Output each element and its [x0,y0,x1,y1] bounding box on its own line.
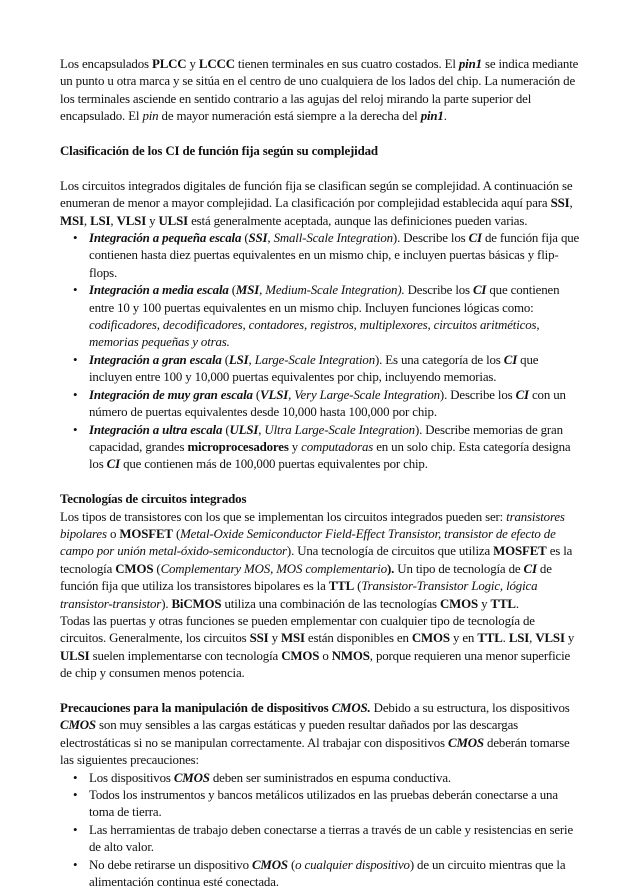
paragraph-clasificacion: Los circuitos integrados digitales de función fija se clasifican según se complejidad. A continuación se enumeran de menor a mayor complejidad. La clasificación por complejidad establecida aquí para SSI, MSI, LSI, VLSI y ULSI está generalmente aceptada, aunque las definiciones pueden varias. [60,178,573,228]
list-item-retirar: • No debe retirarse un dispositivo CMOS (o cualquier dispositivo) de un circuito mientras que la alimentación continua esté conectada. [60,857,580,891]
list-item-herramientas: • Las herramientas de trabajo deben conectarse a tierras a través de un cable y resistencias en serie de alto valor. [60,822,580,857]
list-item-msi: • Integración a media escala (MSI, Medium-Scale Integration). Describe los CI que contienen entre 10 y 100 puertas equivalentes en un mismo chip. Incluyen funciones lógicas como: codificadores, decodificadores, contadores, registros, multiplexores, circuitos aritméticos, memorias pequeñas y otras. [60,282,580,352]
list-item-lsi: • Integración a gran escala (LSI, Large-Scale Integration). Es una categoría de los CI que incluyen entre 100 y 10,000 puertas equivalentes por chip, incluyendo memorias. [60,352,580,387]
list-item-vlsi: • Integración de muy gran escala (VLSI, Very Large-Scale Integration). Describe los CI con un número de puertas equivalentes desde 10,000 hasta 100,000 por chip. [60,387,580,422]
paragraph-implementacion: Todas las puertas y otras funciones se pueden emplementar con cualquier tipo de tecnología de circuitos. Generalmente, los circuitos SSI y MSI están disponibles en CMOS y en TTL. LSI, VLSI y ULSI suelen implementarse con tecnología CMOS o NMOS, porque requieren una menor superficie de chip y consumen menos potencia. [60,613,575,681]
paragraph-plcc-lccc: Los encapsulados PLCC y LCCC tienen terminales en sus cuatro costados. El pin1 se indica mediante un punto u otra marca y se sitúa en el centro de uno cualquiera de los lados del chip. La numeración de los terminales asciende en sentido contrario a las agujas del reloj mirando la parte superior del encapsulado. El pin de mayor numeración está siempre a la derecha del pin1. [60,57,579,124]
heading-tecnologias: Tecnologías de circuitos integrados [60,492,247,507]
list-item-instrumentos: • Todos los instrumentos y bancos metálicos utilizados en las pruebas deberán conectarse a una toma de tierra. [60,787,580,822]
paragraph-tecnologias: Los tipos de transistores con los que se implementan los circuitos integrados pueden ser: transistores bipolares o MOSFET (Metal-Oxide Semiconductor Field-Effect Transistor, transistor de efecto de campo por unión metal-óxido-semiconductor). Una tecnología de circuitos que utiliza MOSFET es la tecnología CMOS (Complementary MOS, MOS complementario). Un tipo de tecnología de CI de función fija que utiliza los transistores bipolares es la TTL (Transistor-Transistor Logic, lógica transistor-transistor). BiCMOS utiliza una combinación de las tecnologías CMOS y TTL. [60,509,573,611]
heading-clasificacion: Clasificación de los CI de función fija según su complejidad [60,144,378,159]
list-item-ssi: • Integración a pequeña escala (SSI, Small-Scale Integration). Describe los CI de función fija que contienen hasta diez puertas equivalentes en un mismo chip, e incluyen puertas básicas y flip-flops. [60,230,580,282]
precautions-list [60,770,580,891]
list-item-ulsi: • Integración a ultra escala (ULSI, Ultra Large-Scale Integration). Describe memorias de gran capacidad, grandes microprocesadores y computadoras en un solo chip. Esta categoría designa los CI que contienen más de 100,000 puertas equivalentes por chip. [60,422,580,474]
document-page [60,56,580,891]
list-item-espuma: • Los dispositivos CMOS deben ser suministrados en espuma conductiva. [60,770,580,787]
complexity-list [60,230,580,474]
paragraph-precauciones: Precauciones para la manipulación de dispositivos CMOS. Debido a su estructura, los dispositivos CMOS son muy sensibles a las cargas estáticas y pueden resultar dañados por las descargas electrostáticas si no se manipulan correctamente. Al trabajar con dispositivos CMOS deberán tomarse las siguientes precauciones: [60,700,570,768]
